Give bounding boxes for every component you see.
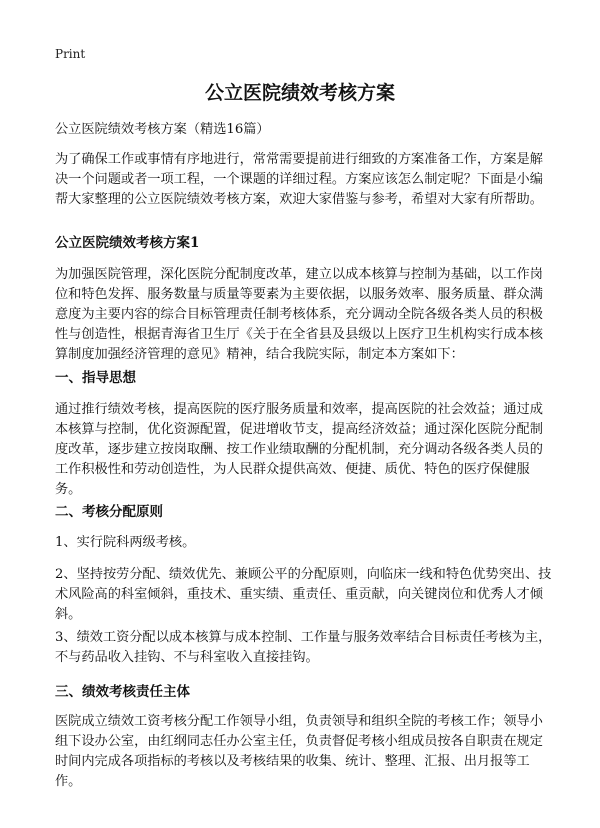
guiding-heading: 一、指导思想 [55,370,136,386]
responsibility-heading: 三、绩效考核责任主体 [55,684,190,700]
print-label: Print [55,47,86,61]
principles-heading: 二、考核分配原则 [55,504,163,520]
principle-1: 1、实行院科两级考核。 [55,535,196,550]
section-1-paragraph: 为加强医院管理，深化医院分配制度改革，建立以成本核算与控制为基础，以工作岗位和特色发挥、服务数量与质量等要素为主要依据，以服务效率、服务质量、群众满意度为主要内容的综合目标管理责任制考核体系，充分调动全院各级各类人员的积极性与创造性，根据青海省卫生厅《关于在全省县及县级以上医疗卫生机构实行成本核算制度加强经济管理的意见》精神，结合我院实际，制定本方案如下： [55,267,543,362]
intro-paragraph: 为了确保工作或事情有序地进行，常常需要提前进行细致的方案准备工作，方案是解决一个问题或者一项工程，一个课题的详细过程。方案应该怎么制定呢？下面是小编帮大家整理的公立医院绩效考核方案，欢迎大家借鉴与参考，希望对大家有所帮助。 [55,152,543,207]
principle-2: 2、坚持按劳分配、绩效优先、兼顾公平的分配原则，向临床一线和特色优势突出、技术风险高的科室倾斜，重技术、重实绩、重责任、重贡献，向关键岗位和优秀人才倾斜。 [55,567,552,622]
principle-3: 3、绩效工资分配以成本核算与成本控制、工作量与服务效率结合目标责任考核为主，不与药品收入挂钩、不与科室收入直接挂钩。 [55,630,552,665]
document-subtitle: 公立医院绩效考核方案（精选16篇） [55,122,270,137]
page-title: 公立医院绩效考核方案 [204,82,395,104]
section-1-heading: 公立医院绩效考核方案1 [55,235,200,251]
responsibility-paragraph: 医院成立绩效工资考核分配工作领导小组，负责领导和组织全院的考核工作；领导小组下设办公室，由红纲同志任办公室主任，负责督促考核小组成员按各自职责在规定时间内完成各项指标的考核以及考核结果的收集、统计、整理、汇报、出月报等工作。 [55,714,543,789]
guiding-paragraph: 通过推行绩效考核，提高医院的医疗服务质量和效率，提高医院的社会效益；通过成本核算与控制，优化资源配置，促进增收节支，提高经济效益；通过深化医院分配制度改革，逐步建立按岗取酬、按工作业绩取酬的分配机制，充分调动各级各类人员的工作积极性和劳动创造性，为人民群众提供高效、便捷、质优、特色的医疗保健服务。 [55,402,543,497]
